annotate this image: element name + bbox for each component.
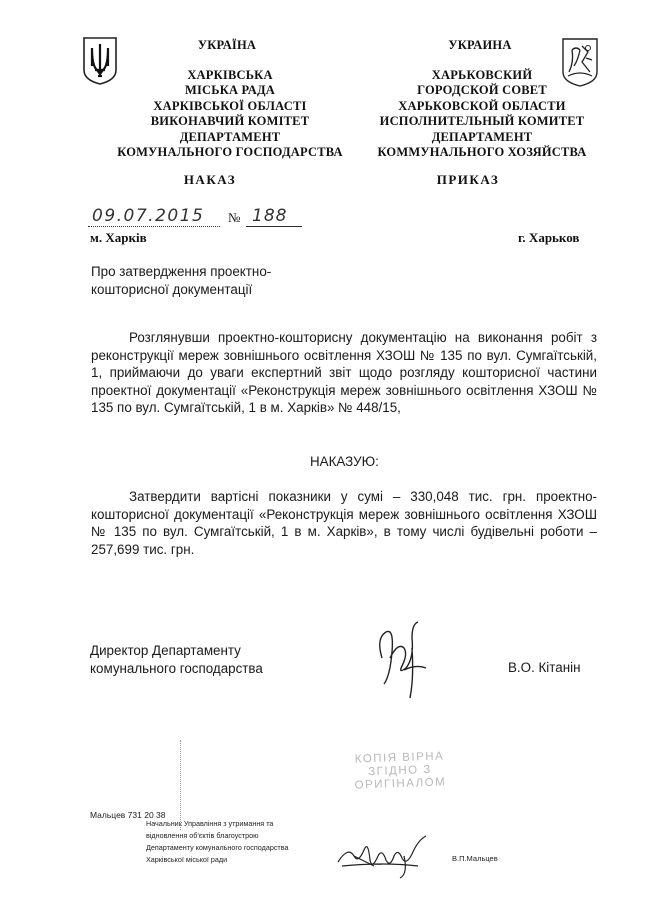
order-subject	[91, 263, 351, 298]
paragraph-decision: Затвердити вартісні показники у сумі – 330,048 тис. грн. проектно-кошторисної документації «Реконструкція мереж зовнішнього освітлення ХЗОШ № 135 по вул. Сумгаїтській, 1 в м. Харків», в тому числі будівельні роботи – 257,699 тис. грн.	[91, 489, 597, 557]
header-left	[100, 38, 360, 161]
header-right-line: ХАРЬКОВСКИЙ	[431, 67, 533, 82]
header-left-line: МІСЬКА РАДА	[184, 83, 276, 97]
header-left-line: ДЕПАРТАМЕНТ	[179, 129, 281, 144]
signatory-title-line: комунального господарства	[90, 660, 263, 676]
order-title-ua: НАКАЗ	[183, 172, 237, 187]
signatory-title	[90, 642, 330, 677]
header-left-line: ХАРКІВСЬКОЇ ОБЛАСТІ	[153, 98, 307, 113]
approver-line: Харківської міської ради	[146, 855, 228, 864]
header-right-line: ДЕПАРТАМЕНТ	[431, 129, 533, 144]
executor-note: Мальцев 731 20 38	[90, 810, 166, 820]
signatory-name: В.О. Кітанін	[508, 660, 581, 675]
order-date-number-line	[88, 206, 304, 230]
date-underline	[88, 226, 220, 227]
director-signature	[368, 618, 446, 700]
scan-margin-dots	[180, 740, 182, 830]
header-right-line: ХАРЬКОВСКОЙ ОБЛАСТИ	[398, 98, 566, 113]
approver-line: Начальник Управління з утримання та	[146, 819, 274, 828]
number-underline	[246, 226, 302, 227]
stamp-line: ОРИГІНАЛОМ	[354, 776, 447, 792]
order-number-label: №	[228, 210, 241, 225]
order-title-ru: ПРИКАЗ	[436, 172, 500, 187]
approver-line: Департаменту комунального господарства	[146, 843, 289, 852]
header-right-line: ГОРОДСКОЙ СОВЕТ	[417, 83, 547, 97]
subject-line: кошторисної документації	[91, 281, 253, 297]
copy-certified-stamp	[329, 750, 470, 794]
approver-name: В.П.Мальцев	[452, 854, 498, 863]
command-word: НАКАЗУЮ:	[310, 454, 379, 469]
header-left-country: УКРАЇНА	[197, 38, 257, 52]
signatory-title-line: Директор Департаменту	[90, 643, 241, 658]
order-date: 09.07.2015	[92, 206, 205, 226]
stamp-line: ЗГІДНО З	[368, 763, 432, 779]
stamp-line: КОПІЯ ВІРНА	[354, 750, 445, 766]
header-left-line: КОМУНАЛЬНОГО ГОСПОДАРСТВА	[117, 145, 343, 159]
approver-block	[146, 818, 346, 866]
header-right-country: УКРАИНА	[448, 38, 512, 52]
city-ua: м. Харків	[90, 230, 147, 245]
header-right-line: ИСПОЛНИТЕЛЬНЫЙ КОМИТЕТ	[379, 114, 585, 128]
header-left-line: ВИКОНАВЧИЙ КОМІТЕТ	[150, 114, 310, 128]
header-right	[352, 38, 612, 161]
approver-line: відновлення об'єктів благоустрою	[146, 831, 259, 840]
header-left-line: ХАРКІВСЬКА	[187, 67, 273, 82]
city-ru: г. Харьков	[518, 230, 580, 245]
paragraph-preamble: Розглянувши проектно-кошторисну документацію на виконання робіт з реконструкції мереж зовнішнього освітлення ХЗОШ № 135 по вул. Сумгаїтській, 1, приймаючи до уваги експертний звіт щодо розгляду кошторисної частини проектної документації «Реконструкція мереж зовнішнього освітлення ХЗОШ № 135 по вул. Сумгаїтській, 1 в м. Харків» № 448/15,	[91, 330, 597, 416]
order-number: 188	[252, 206, 288, 226]
header-right-line: КОММУНАЛЬНОГО ХОЗЯЙСТВА	[377, 145, 587, 159]
subject-line: Про затвердження проектно-	[91, 264, 272, 279]
approver-signature	[334, 826, 444, 880]
